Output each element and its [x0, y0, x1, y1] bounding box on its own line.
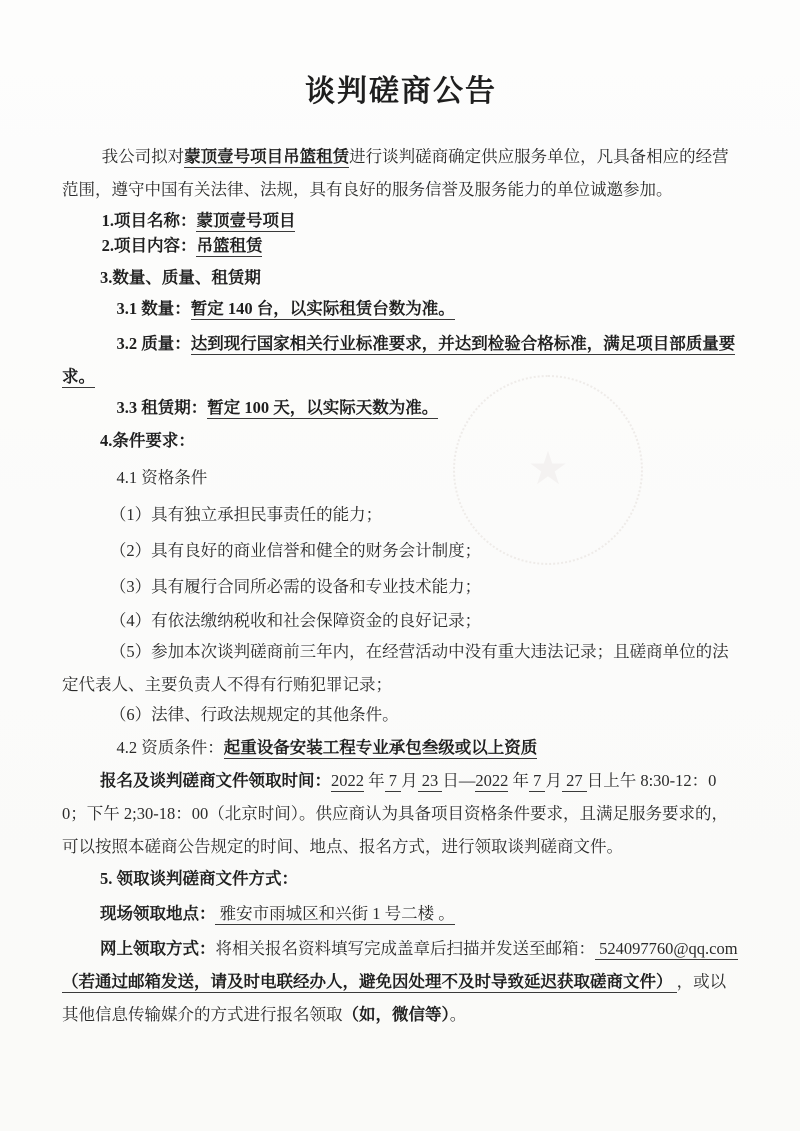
text-run: 4.1 资格条件 [116, 468, 208, 487]
paragraph-sec-3-3 [62, 395, 740, 420]
paragraph-sec-4 [62, 428, 740, 453]
text-run: 2.项目内容： [101, 236, 197, 255]
paragraph-cond-6 [62, 702, 740, 727]
text-run: （6）法律、行政法规规定的其他条件。 [109, 705, 399, 724]
text-run: 年 [363, 771, 385, 790]
text-run: （3）具有履行合同所必需的设备和专业技术能力； [109, 577, 482, 596]
text-run: 2022 [475, 771, 509, 790]
text-run: 起重设备安装工程专业承包叁级或以上资质 [223, 738, 538, 757]
text-run: 3.数量、质量、租赁期 [99, 268, 261, 287]
text-run: 7 [528, 771, 546, 790]
text-run: 吊篮租赁 [196, 236, 263, 255]
text-run: 达到现行国家相关行业标准要求，并达到检验合格标准，满足项目部质量要求。 [62, 334, 736, 386]
paragraph-intro [62, 140, 740, 206]
text-run: 现场领取地点： [99, 904, 216, 923]
paragraph-sec-5 [62, 866, 740, 891]
paragraph-sec-3-2 [62, 327, 740, 393]
paragraph-sec-3 [62, 265, 740, 290]
text-run: （若通过邮箱发送，请及时电联经办人，避免因处理不及时导致延迟获取磋商文件） [62, 972, 677, 991]
text-run: 2022 [330, 771, 364, 790]
text-run: 日— [442, 771, 476, 790]
text-run: 蒙顶壹号项目吊篮租赁 [184, 147, 350, 166]
text-run: 年 [508, 771, 529, 790]
seal-star-icon: ★ [527, 440, 569, 495]
document-body [62, 140, 740, 1031]
paragraph-signup-time [62, 764, 740, 863]
text-run: 3.1 数量： [116, 299, 191, 318]
text-run: 暂定 140 台，以实际租赁台数为准。 [190, 299, 455, 318]
paragraph-sec-3-1 [62, 296, 740, 321]
text-run: 暂定 100 天，以实际天数为准。 [207, 398, 439, 417]
text-run: （如，微信等） [342, 1005, 450, 1024]
text-run: 3.3 租赁期： [116, 398, 208, 417]
text-run: 4.条件要求： [99, 431, 195, 450]
text-run: （4）有依法缴纳税收和社会保障资金的良好记录； [109, 611, 482, 630]
text-run: 报名及谈判磋商文件领取时间： [99, 771, 331, 790]
paragraph-sec-4-2 [62, 735, 740, 760]
text-run: 月 [401, 771, 418, 790]
text-run: 。 [449, 1005, 467, 1024]
text-run: 将相关报名资料填写完成盖章后扫描并发送至邮箱： [215, 939, 595, 958]
text-run: 我公司拟对 [101, 147, 185, 166]
text-run: 月 [545, 771, 562, 790]
text-run: 4.2 资质条件： [116, 738, 224, 757]
text-run: 蒙顶壹号项目 [196, 211, 296, 230]
paragraph-cond-4 [62, 608, 740, 633]
text-run: ，或以其他信息传输媒介的方式进行报名领取 [62, 972, 727, 1024]
text-run: 日上午 8:30-12：00；下午 2;30-18：00（北京时间）。供应商认为具备项目资格条件要求，且满足服务要求的，可以按照本磋商公告规定的时间、地点、报名方式，进行领取谈判磋商文件。 [62, 771, 728, 856]
text-run: 7 [384, 771, 402, 790]
text-run: 网上领取方式： [99, 939, 216, 958]
paragraph-onsite [62, 901, 740, 926]
text-run: 5. 领取谈判磋商文件方式： [99, 869, 298, 888]
paragraph-cond-5 [62, 635, 740, 701]
text-run: （5）参加本次谈判磋商前三年内，在经营活动中没有重大违法记录；且磋商单位的法定代表人、主要负责人不得有行贿犯罪记录； [62, 642, 729, 694]
text-run: （2）具有良好的商业信誉和健全的财务会计制度； [109, 541, 482, 560]
paragraph-cond-1 [62, 502, 740, 527]
paragraph-item-1 [62, 208, 740, 233]
text-run: 3.2 质量： [116, 334, 191, 353]
text-run: 1.项目名称： [101, 211, 197, 230]
text-run: 23 [417, 771, 443, 790]
paragraph-cond-3 [62, 574, 740, 599]
text-run: 27 [561, 771, 587, 790]
text-run: （1）具有独立承担民事责任的能力； [109, 505, 383, 524]
paragraph-sec-4-1 [62, 465, 740, 490]
paragraph-item-2 [62, 233, 740, 258]
page-title: 谈判磋商公告 [305, 75, 497, 108]
paragraph-cond-2 [62, 538, 740, 563]
paragraph-online [62, 932, 740, 1031]
text-run: 雅安市雨城区和兴街 1 号二楼 。 [215, 904, 455, 923]
text-run: 进行谈判磋商确定供应服务单位，凡具备相应的经营范围，遵守中国有关法律、法规，具有良好的服务信誉及服务能力的单位诚邀参加。 [62, 147, 729, 199]
text-run: 524097760@qq.com [594, 939, 738, 958]
